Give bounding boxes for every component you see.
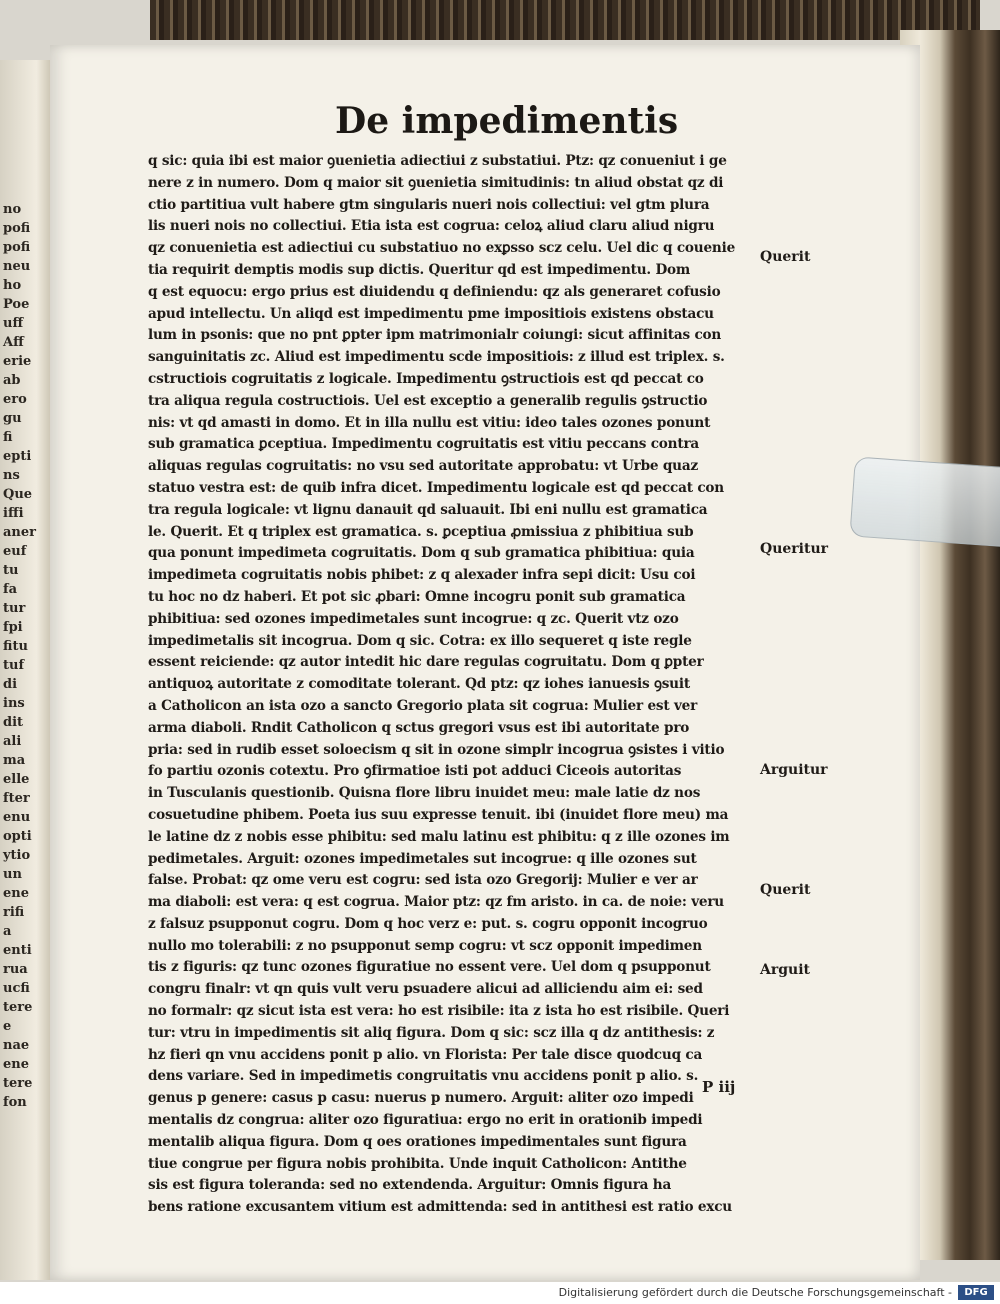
text-line: z falsuz psupponut cogru. Dom q hoc verz e: put. s. cogru opponit incogruo	[148, 915, 708, 932]
left-page-fragment: epti	[3, 449, 32, 464]
left-page-fragment: Poe	[3, 297, 30, 312]
text-line: tur: vtru in impedimentis sit aliq figura. Dom q sic: scz illa q dz antithesis: z	[148, 1024, 715, 1041]
left-page-fragment: ho	[3, 278, 22, 293]
text-line: pedimetales. Arguit: ozones impedimetales sut incogrue: q ille ozones sut	[148, 850, 697, 867]
text-line: apud intellectu. Un aliqd est impedimentu pme impositiois existens obstacu	[148, 305, 714, 322]
left-page-fragment: iffi	[3, 506, 24, 521]
left-page-fragment: fpi	[3, 620, 23, 635]
margin-note-arguit: Arguit	[760, 962, 810, 978]
text-line: congru finalr: vt qn quis vult veru psuadere alicui ad alliciendu aim ei: sed	[148, 981, 703, 998]
left-page-fragment: ene	[3, 1057, 29, 1072]
left-page-fragment: ero	[3, 392, 27, 407]
left-page-fragment: ins	[3, 696, 25, 711]
book-spine-top	[150, 0, 980, 40]
left-page-fragment: ucfi	[3, 981, 30, 996]
left-page-fragment: dit	[3, 715, 24, 730]
text-line: tu hoc no dz haberi. Et pot sic ꝓbari: Omne incogru ponit sub gramatica	[148, 588, 686, 605]
text-line: tra aliqua regula costructiois. Uel est exceptio a generalib regulis ꝯstructio	[148, 392, 708, 409]
left-page-fragment: Que	[3, 487, 33, 502]
left-page-fragment: tuf	[3, 658, 25, 673]
left-page-fragment: opti	[3, 829, 32, 844]
text-line: statuo vestra est: de quib infra dicet. Impedimentu logicale est qd peccat con	[148, 479, 724, 496]
text-line: tis z figuris: qz tunc ozones figuratiue no essent vere. Uel dom q psupponut	[148, 959, 711, 976]
left-page-fragment: ali	[3, 734, 22, 749]
left-page-fragment: un	[3, 867, 22, 882]
text-line: le. Querit. Et q triplex est gramatica. s. ꝑceptiua ꝓmissiua z phibitiua sub	[148, 523, 694, 540]
text-line: nullo mo tolerabili: z no psupponut semp cogru: vt scz opponit impedimen	[148, 937, 702, 954]
left-page-fragment: fon	[3, 1095, 27, 1110]
text-line: cosuetudine phibem. Poeta ius suu expresse tenuit. ibi (inuidet flore meu) ma	[148, 806, 729, 823]
left-page-fragment: ytio	[3, 848, 31, 863]
text-line: cstructiois cogruitatis z logicale. Impedimentu ꝯstructiois est qd peccat co	[148, 370, 704, 387]
body-text	[148, 151, 768, 1219]
left-page-fragment: aner	[3, 525, 36, 540]
text-line: a Catholicon an ista ozo a sancto Gregorio plata sit cogrua: Mulier est ver	[148, 697, 698, 714]
text-line: arma diaboli. Rndit Catholicon q sctus gregori vsus est ibi autoritate pro	[148, 719, 690, 736]
left-page-fragment: pofi	[3, 240, 31, 255]
text-line: tiue congrue per figura nobis prohibita. Unde inquit Catholicon: Antithe	[148, 1155, 687, 1172]
left-page-fragment: tere	[3, 1000, 33, 1015]
left-page-fragment: rua	[3, 962, 28, 977]
text-line: fo partiu ozonis cotextu. Pro ꝯfirmatioe isti pot adduci Ciceois autoritas	[148, 763, 682, 780]
text-line: hz fieri qn vnu accidens ponit p alio. vn Florista: Per tale disce quodcuq ca	[148, 1046, 703, 1063]
text-line: dens variare. Sed in impedimetis congruitatis vnu accidens ponit p alio. s.	[148, 1068, 699, 1085]
footer-credit: Digitalisierung gefördert durch die Deutsche Forschungsgemeinschaft -	[558, 1286, 952, 1299]
text-line: phibitiua: sed ozones impedimetales sunt incogrue: q zc. Querit vtz ozo	[148, 610, 679, 627]
left-page-fragment: fi	[3, 430, 13, 445]
left-page-fragment: Aff	[3, 335, 24, 350]
text-line: mentalis dz congrua: aliter ozo figuratiua: ergo no erit in orationib impedi	[148, 1112, 703, 1129]
left-page-fragment: a	[3, 924, 12, 939]
margin-note-queritur: Queritur	[760, 541, 828, 557]
left-page-fragment: neu	[3, 259, 31, 274]
left-page-fragment: elle	[3, 772, 30, 787]
text-line: impedimeta cogruitatis nobis phibet: z q alexader infra sepi dicit: Usu coi	[148, 567, 696, 584]
left-page-fragment: tu	[3, 563, 19, 578]
left-page-fragment: ene	[3, 886, 29, 901]
left-page-fragment: fitu	[3, 639, 28, 654]
signature-mark: P iij	[702, 1078, 736, 1096]
left-page-fragment: fa	[3, 582, 18, 597]
text-line: sub gramatica ꝑceptiua. Impedimentu cogruitatis est vitiu peccans contra	[148, 436, 700, 453]
text-line: antiquoꝝ autoritate z comoditate tolerant. Qd ptz: qz iohes ianuesis ꝯsuit	[148, 676, 690, 693]
text-line: lum in psonis: que no pnt ꝑpter ipm matrimonialr coiungi: sicut affinitas con	[148, 327, 722, 344]
text-line: nere z in numero. Dom q maior sit ꝯuenietia simitudinis: tn aliud obstat qz di	[148, 174, 724, 191]
glass-page-weight	[849, 456, 1000, 547]
text-line: le latine dz z nobis esse phibitu: sed malu latinu est phibitu: q z ille ozones im	[148, 828, 730, 845]
text-line: qz conuenietia est adiectiui cu substatiuo no exꝑsso scz celu. Uel dic q couenie	[148, 240, 736, 257]
left-page-edge	[0, 60, 53, 1280]
text-line: q sic: quia ibi est maior ꝯuenietia adiectiui z substatiui. Ptz: qz conueniut i ge	[148, 153, 727, 169]
margin-note-querit-1: Querit	[760, 249, 811, 265]
left-page-fragment: ma	[3, 753, 26, 768]
text-line: q est equocu: ergo prius est diuidendu q definiendu: qz als generaret cofusio	[148, 283, 721, 300]
margin-note-arguitur: Arguitur	[760, 762, 828, 778]
left-page-fragment: fter	[3, 791, 30, 806]
left-page-fragment: erie	[3, 354, 32, 369]
text-line: pria: sed in rudib esset soloecism q sit in ozone simplr incogrua ꝯsistes i vitio	[148, 741, 725, 758]
left-page-fragment: tur	[3, 601, 26, 616]
text-line: tia requirit demptis modis sup dictis. Queritur qd est impedimentu. Dom	[148, 261, 691, 278]
text-line: qua ponunt impedimeta cogruitatis. Dom q sub gramatica phibitiua: quia	[148, 545, 695, 562]
text-line: ma diaboli: est vera: q est cogrua. Maior ptz: qz fm aristo. in ca. de noie: veru	[148, 894, 724, 911]
text-line: aliquas regulas cogruitatis: no vsu sed autoritate approbatu: vt Urbe quaz	[148, 458, 698, 475]
text-line: sanguinitatis zc. Aliud est impedimentu scde impositiois: z illud est triplex. s.	[148, 349, 725, 366]
text-line: false. Probat: qz ome veru est cogru: sed ista ozo Gregorij: Mulier e ver ar	[148, 872, 698, 889]
text-line: nis: vt qd amasti in domo. Et in illa nullu est vitiu: ideo tales ozones ponunt	[148, 414, 711, 431]
left-page-fragment: nae	[3, 1038, 30, 1053]
left-page-fragment: e	[3, 1019, 12, 1034]
left-page-fragment: enu	[3, 810, 31, 825]
text-line: no formalr: qz sicut ista est vera: ho est risibile: ita z ista ho est risibile. Queri	[148, 1003, 730, 1020]
text-line: in Tusculanis questionib. Quisna flore libru inuidet meu: male latie dz nos	[148, 785, 701, 802]
left-page-fragment: no	[3, 202, 22, 217]
text-line: bens ratione excusantem vitium est admittenda: sed in antithesi est ratio excu	[148, 1199, 732, 1216]
left-page-fragment: euf	[3, 544, 27, 559]
left-page-fragment: gu	[3, 411, 22, 426]
text-line: impedimetalis sit incogrua. Dom q sic. Cotra: ex illo sequeret q iste regle	[148, 632, 692, 649]
left-page-fragment: rifi	[3, 905, 25, 920]
left-page-fragment: di	[3, 677, 18, 692]
page-heading: De impedimentis	[335, 100, 679, 142]
left-page-fragment: pofi	[3, 221, 31, 236]
text-line: sis est figura toleranda: sed no extendenda. Arguitur: Omnis figura ha	[148, 1177, 672, 1194]
text-line: lis nueri nois no collectiui. Etia ista est cogrua: celoꝝ aliud claru aliud nigru	[148, 218, 715, 235]
left-page-fragment: tere	[3, 1076, 33, 1091]
text-line: tra regula logicale: vt lignu danauit qd saluauit. Ibi eni nullu est gramatica	[148, 501, 708, 518]
left-page-fragment: uff	[3, 316, 24, 331]
footer-bar	[0, 1282, 1000, 1304]
left-page-fragment: enti	[3, 943, 32, 958]
text-line: essent reiciende: qz autor intedit hic dare regulas cogruitatu. Dom q ꝑpter	[148, 654, 704, 671]
left-page-fragment: ab	[3, 373, 21, 388]
left-page-fragment: ns	[3, 468, 20, 483]
text-line: mentalib aliqua figura. Dom q oes orationes impedimentales sunt figura	[148, 1133, 687, 1150]
margin-note-querit-2: Querit	[760, 882, 811, 898]
text-line: ctio partitiua vult habere gtm singularis nueri nois collectiui: vel gtm plura	[148, 196, 710, 213]
text-line: genus p genere: casus p casu: nuerus p numero. Arguit: aliter ozo impedi	[148, 1090, 694, 1107]
dfg-logo: DFG	[958, 1285, 994, 1300]
